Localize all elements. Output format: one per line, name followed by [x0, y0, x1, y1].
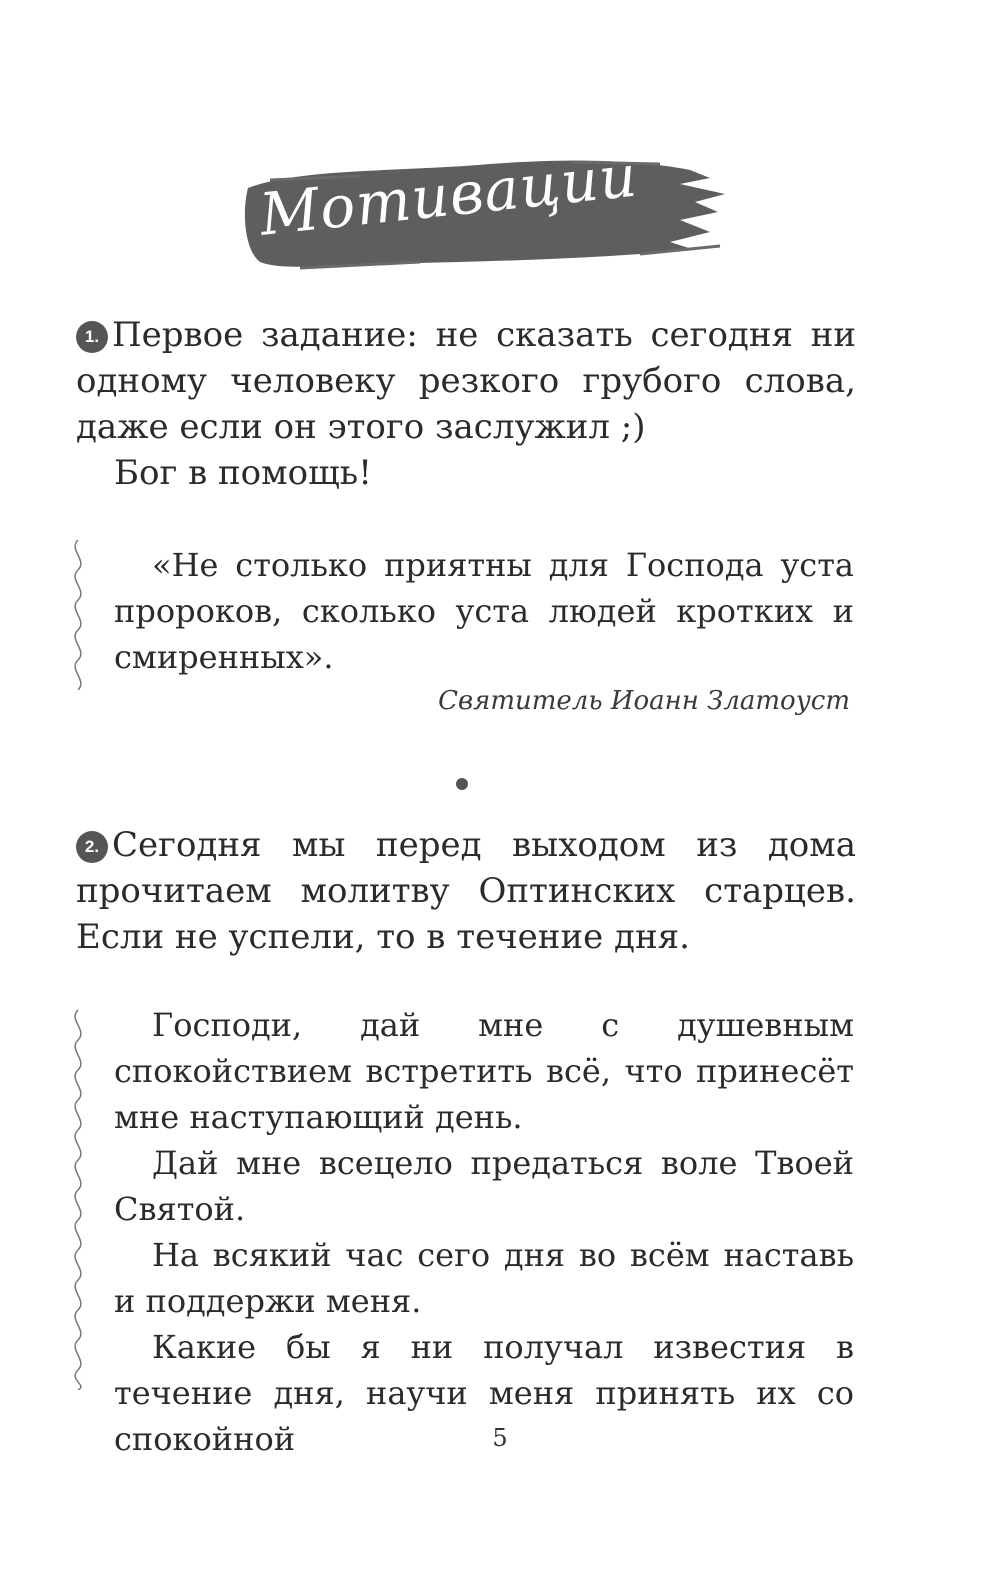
task-2-paragraph: [76, 822, 856, 960]
prayer-line: Господи, дай мне с душевным спокойствием встретить всё, что принесёт мне наступающий день.: [114, 1006, 854, 1136]
task-2-text: Сегодня мы перед выходом из дома прочитаем молитву Оптинских старцев. Если не успели, то в течение дня.: [76, 825, 856, 957]
quote-1-author: Святитель Иоанн Златоуст: [438, 686, 850, 716]
task-number-badge: 1.: [76, 321, 108, 353]
prayer-line: Дай мне всецело предаться воле Твоей Святой.: [114, 1144, 854, 1228]
task-number-badge: 2.: [76, 831, 108, 863]
task-1-text: Первое задание: не сказать сегодня ни одному человеку резкого грубого слова, даже если он этого заслужил ;): [76, 315, 856, 447]
prayer-squiggle-ornament: [66, 1010, 90, 1390]
quote-1-text: «Не столько приятны для Господа уста пророков, сколько уста людей кротких и смиренных».: [114, 546, 854, 676]
prayer-line: На всякий час сего дня во всём наставь и поддержи меня.: [114, 1236, 854, 1320]
task-1-paragraph: [76, 312, 856, 450]
quote-squiggle-ornament: [66, 540, 90, 690]
separator-dot: [456, 778, 468, 790]
page-number: 5: [492, 1424, 508, 1452]
section-title: Мотивации: [256, 141, 641, 249]
task-1-blessing: Бог в помощь!: [114, 453, 372, 493]
prayer-line: Какие бы я ни получал известия в течение дня, научи меня принять их со спокойной: [114, 1328, 854, 1458]
